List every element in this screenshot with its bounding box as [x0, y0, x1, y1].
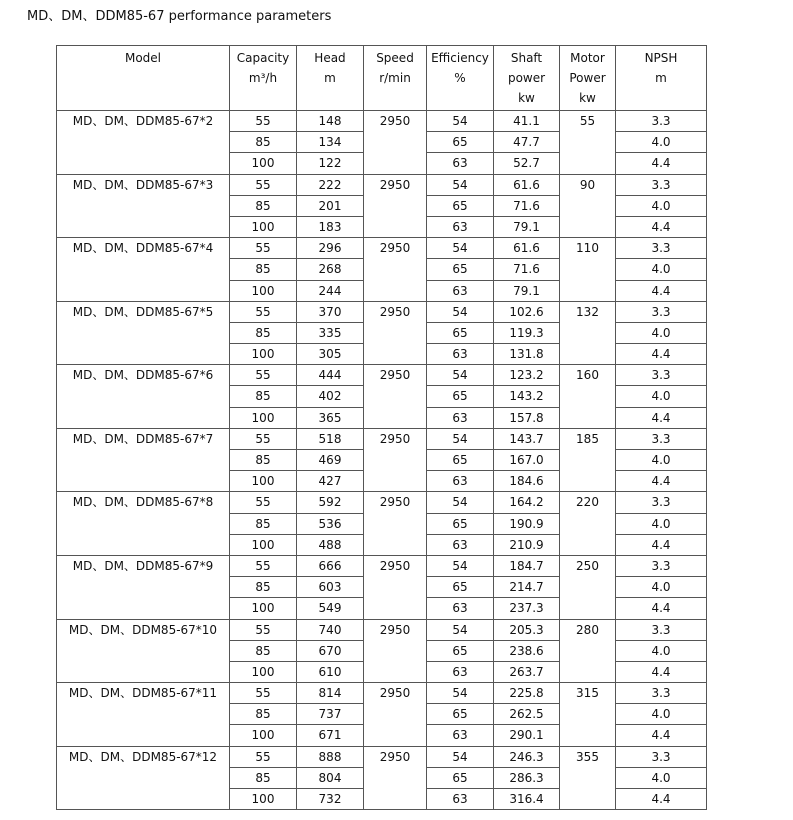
efficiency-cell: 65: [427, 132, 494, 153]
head-cell: 536: [297, 513, 364, 534]
capacity-cell: 85: [230, 386, 297, 407]
shaft-power-cell: 184.7: [494, 555, 560, 576]
header-efficiency: Efficiency %: [427, 46, 494, 111]
head-cell: 268: [297, 259, 364, 280]
shaft-power-cell: 237.3: [494, 598, 560, 619]
efficiency-cell: 63: [427, 534, 494, 555]
npsh-cell: 3.3: [616, 174, 707, 195]
shaft-power-cell: 205.3: [494, 619, 560, 640]
capacity-cell: 85: [230, 259, 297, 280]
npsh-cell: 3.3: [616, 111, 707, 132]
model-cell: MD、DM、DDM85-67*2: [57, 111, 230, 175]
head-cell: 888: [297, 746, 364, 767]
capacity-cell: 55: [230, 174, 297, 195]
shaft-power-cell: 316.4: [494, 789, 560, 810]
head-cell: 244: [297, 280, 364, 301]
capacity-cell: 100: [230, 789, 297, 810]
head-cell: 134: [297, 132, 364, 153]
npsh-cell: 4.0: [616, 450, 707, 471]
capacity-cell: 85: [230, 322, 297, 343]
capacity-cell: 55: [230, 428, 297, 449]
efficiency-cell: 65: [427, 259, 494, 280]
motor-power-cell: 315: [560, 683, 616, 747]
npsh-cell: 4.0: [616, 322, 707, 343]
npsh-cell: 4.4: [616, 216, 707, 237]
efficiency-cell: 65: [427, 513, 494, 534]
efficiency-cell: 63: [427, 725, 494, 746]
model-cell: MD、DM、DDM85-67*7: [57, 428, 230, 492]
shaft-power-cell: 41.1: [494, 111, 560, 132]
head-cell: 603: [297, 577, 364, 598]
capacity-cell: 85: [230, 450, 297, 471]
shaft-power-cell: 79.1: [494, 280, 560, 301]
capacity-cell: 85: [230, 640, 297, 661]
npsh-cell: 4.4: [616, 344, 707, 365]
header-model: Model: [57, 46, 230, 111]
capacity-cell: 55: [230, 683, 297, 704]
capacity-cell: 85: [230, 513, 297, 534]
table-row: [57, 619, 707, 640]
speed-cell: 2950: [364, 746, 427, 810]
speed-cell: 2950: [364, 238, 427, 302]
speed-cell: 2950: [364, 428, 427, 492]
model-cell: MD、DM、DDM85-67*9: [57, 555, 230, 619]
head-cell: 148: [297, 111, 364, 132]
npsh-cell: 4.4: [616, 725, 707, 746]
capacity-cell: 55: [230, 555, 297, 576]
table-body: [57, 111, 707, 810]
table-row: [57, 365, 707, 386]
header-capacity: Capacity m³/h: [230, 46, 297, 111]
head-cell: 670: [297, 640, 364, 661]
head-cell: 518: [297, 428, 364, 449]
efficiency-cell: 54: [427, 746, 494, 767]
model-cell: MD、DM、DDM85-67*11: [57, 683, 230, 747]
head-cell: 469: [297, 450, 364, 471]
npsh-cell: 4.0: [616, 640, 707, 661]
shaft-power-cell: 214.7: [494, 577, 560, 598]
speed-cell: 2950: [364, 555, 427, 619]
capacity-cell: 55: [230, 746, 297, 767]
efficiency-cell: 63: [427, 789, 494, 810]
model-cell: MD、DM、DDM85-67*5: [57, 301, 230, 365]
capacity-cell: 85: [230, 195, 297, 216]
efficiency-cell: 54: [427, 683, 494, 704]
npsh-cell: 4.4: [616, 153, 707, 174]
head-cell: 671: [297, 725, 364, 746]
head-cell: 592: [297, 492, 364, 513]
npsh-cell: 4.0: [616, 386, 707, 407]
header-row: [57, 46, 707, 111]
head-cell: 804: [297, 767, 364, 788]
capacity-cell: 55: [230, 111, 297, 132]
efficiency-cell: 54: [427, 619, 494, 640]
motor-power-cell: 110: [560, 238, 616, 302]
head-cell: 183: [297, 216, 364, 237]
shaft-power-cell: 102.6: [494, 301, 560, 322]
capacity-cell: 85: [230, 767, 297, 788]
table-row: [57, 428, 707, 449]
motor-power-cell: 132: [560, 301, 616, 365]
model-cell: MD、DM、DDM85-67*3: [57, 174, 230, 238]
speed-cell: 2950: [364, 492, 427, 556]
shaft-power-cell: 143.7: [494, 428, 560, 449]
shaft-power-cell: 47.7: [494, 132, 560, 153]
efficiency-cell: 65: [427, 704, 494, 725]
efficiency-cell: 65: [427, 195, 494, 216]
capacity-cell: 55: [230, 365, 297, 386]
motor-power-cell: 185: [560, 428, 616, 492]
model-cell: MD、DM、DDM85-67*6: [57, 365, 230, 429]
shaft-power-cell: 71.6: [494, 259, 560, 280]
capacity-cell: 100: [230, 534, 297, 555]
speed-cell: 2950: [364, 301, 427, 365]
speed-cell: 2950: [364, 111, 427, 175]
shaft-power-cell: 262.5: [494, 704, 560, 725]
capacity-cell: 100: [230, 407, 297, 428]
shaft-power-cell: 164.2: [494, 492, 560, 513]
efficiency-cell: 63: [427, 598, 494, 619]
shaft-power-cell: 246.3: [494, 746, 560, 767]
npsh-cell: 4.0: [616, 132, 707, 153]
shaft-power-cell: 238.6: [494, 640, 560, 661]
motor-power-cell: 160: [560, 365, 616, 429]
npsh-cell: 3.3: [616, 683, 707, 704]
shaft-power-cell: 61.6: [494, 238, 560, 259]
capacity-cell: 100: [230, 216, 297, 237]
head-cell: 222: [297, 174, 364, 195]
head-cell: 737: [297, 704, 364, 725]
table-row: [57, 174, 707, 195]
table-row: [57, 683, 707, 704]
efficiency-cell: 63: [427, 216, 494, 237]
motor-power-cell: 90: [560, 174, 616, 238]
header-motor-power: Motor Power kw: [560, 46, 616, 111]
efficiency-cell: 65: [427, 386, 494, 407]
npsh-cell: 3.3: [616, 619, 707, 640]
shaft-power-cell: 167.0: [494, 450, 560, 471]
npsh-cell: 4.4: [616, 407, 707, 428]
efficiency-cell: 54: [427, 428, 494, 449]
shaft-power-cell: 225.8: [494, 683, 560, 704]
capacity-cell: 100: [230, 280, 297, 301]
capacity-cell: 55: [230, 619, 297, 640]
shaft-power-cell: 210.9: [494, 534, 560, 555]
speed-cell: 2950: [364, 619, 427, 683]
npsh-cell: 4.0: [616, 259, 707, 280]
model-cell: MD、DM、DDM85-67*10: [57, 619, 230, 683]
head-cell: 488: [297, 534, 364, 555]
head-cell: 201: [297, 195, 364, 216]
npsh-cell: 4.0: [616, 513, 707, 534]
shaft-power-cell: 286.3: [494, 767, 560, 788]
head-cell: 549: [297, 598, 364, 619]
npsh-cell: 4.4: [616, 598, 707, 619]
head-cell: 814: [297, 683, 364, 704]
table-row: [57, 746, 707, 767]
head-cell: 365: [297, 407, 364, 428]
header-speed: Speed r/min: [364, 46, 427, 111]
motor-power-cell: 55: [560, 111, 616, 175]
npsh-cell: 3.3: [616, 365, 707, 386]
efficiency-cell: 54: [427, 301, 494, 322]
header-head: Head m: [297, 46, 364, 111]
head-cell: 402: [297, 386, 364, 407]
table-row: [57, 555, 707, 576]
head-cell: 444: [297, 365, 364, 386]
motor-power-cell: 220: [560, 492, 616, 556]
model-cell: MD、DM、DDM85-67*8: [57, 492, 230, 556]
npsh-cell: 4.4: [616, 280, 707, 301]
shaft-power-cell: 123.2: [494, 365, 560, 386]
speed-cell: 2950: [364, 174, 427, 238]
capacity-cell: 100: [230, 725, 297, 746]
model-cell: MD、DM、DDM85-67*4: [57, 238, 230, 302]
npsh-cell: 4.4: [616, 661, 707, 682]
head-cell: 122: [297, 153, 364, 174]
speed-cell: 2950: [364, 365, 427, 429]
head-cell: 296: [297, 238, 364, 259]
efficiency-cell: 65: [427, 450, 494, 471]
capacity-cell: 100: [230, 471, 297, 492]
capacity-cell: 55: [230, 301, 297, 322]
table-row: [57, 301, 707, 322]
shaft-power-cell: 190.9: [494, 513, 560, 534]
table-row: [57, 238, 707, 259]
efficiency-cell: 65: [427, 322, 494, 343]
table-row: [57, 111, 707, 132]
performance-table: [56, 45, 707, 810]
capacity-cell: 85: [230, 577, 297, 598]
efficiency-cell: 65: [427, 577, 494, 598]
npsh-cell: 4.4: [616, 789, 707, 810]
capacity-cell: 85: [230, 132, 297, 153]
efficiency-cell: 63: [427, 280, 494, 301]
header-shaft-power: Shaft power kw: [494, 46, 560, 111]
motor-power-cell: 355: [560, 746, 616, 810]
model-cell: MD、DM、DDM85-67*12: [57, 746, 230, 810]
npsh-cell: 3.3: [616, 492, 707, 513]
efficiency-cell: 54: [427, 174, 494, 195]
efficiency-cell: 65: [427, 767, 494, 788]
head-cell: 335: [297, 322, 364, 343]
capacity-cell: 100: [230, 153, 297, 174]
page-title: MD、DM、DDM85-67 performance parameters: [27, 9, 332, 24]
npsh-cell: 3.3: [616, 301, 707, 322]
npsh-cell: 4.0: [616, 704, 707, 725]
head-cell: 370: [297, 301, 364, 322]
table-row: [57, 492, 707, 513]
efficiency-cell: 63: [427, 407, 494, 428]
shaft-power-cell: 143.2: [494, 386, 560, 407]
efficiency-cell: 63: [427, 344, 494, 365]
efficiency-cell: 63: [427, 661, 494, 682]
head-cell: 732: [297, 789, 364, 810]
efficiency-cell: 63: [427, 153, 494, 174]
capacity-cell: 100: [230, 344, 297, 365]
efficiency-cell: 54: [427, 492, 494, 513]
capacity-cell: 55: [230, 492, 297, 513]
npsh-cell: 4.4: [616, 471, 707, 492]
efficiency-cell: 54: [427, 111, 494, 132]
shaft-power-cell: 131.8: [494, 344, 560, 365]
speed-cell: 2950: [364, 683, 427, 747]
head-cell: 666: [297, 555, 364, 576]
shaft-power-cell: 61.6: [494, 174, 560, 195]
npsh-cell: 4.0: [616, 195, 707, 216]
efficiency-cell: 54: [427, 238, 494, 259]
npsh-cell: 4.0: [616, 767, 707, 788]
efficiency-cell: 63: [427, 471, 494, 492]
shaft-power-cell: 184.6: [494, 471, 560, 492]
efficiency-cell: 54: [427, 365, 494, 386]
capacity-cell: 100: [230, 661, 297, 682]
motor-power-cell: 280: [560, 619, 616, 683]
head-cell: 305: [297, 344, 364, 365]
shaft-power-cell: 157.8: [494, 407, 560, 428]
capacity-cell: 100: [230, 598, 297, 619]
shaft-power-cell: 119.3: [494, 322, 560, 343]
shaft-power-cell: 263.7: [494, 661, 560, 682]
npsh-cell: 4.4: [616, 534, 707, 555]
capacity-cell: 55: [230, 238, 297, 259]
npsh-cell: 4.0: [616, 577, 707, 598]
npsh-cell: 3.3: [616, 428, 707, 449]
header-npsh: NPSH m: [616, 46, 707, 111]
table-header: [57, 46, 707, 111]
npsh-cell: 3.3: [616, 746, 707, 767]
npsh-cell: 3.3: [616, 555, 707, 576]
shaft-power-cell: 290.1: [494, 725, 560, 746]
efficiency-cell: 54: [427, 555, 494, 576]
npsh-cell: 3.3: [616, 238, 707, 259]
shaft-power-cell: 71.6: [494, 195, 560, 216]
head-cell: 610: [297, 661, 364, 682]
shaft-power-cell: 52.7: [494, 153, 560, 174]
capacity-cell: 85: [230, 704, 297, 725]
head-cell: 740: [297, 619, 364, 640]
shaft-power-cell: 79.1: [494, 216, 560, 237]
motor-power-cell: 250: [560, 555, 616, 619]
efficiency-cell: 65: [427, 640, 494, 661]
head-cell: 427: [297, 471, 364, 492]
